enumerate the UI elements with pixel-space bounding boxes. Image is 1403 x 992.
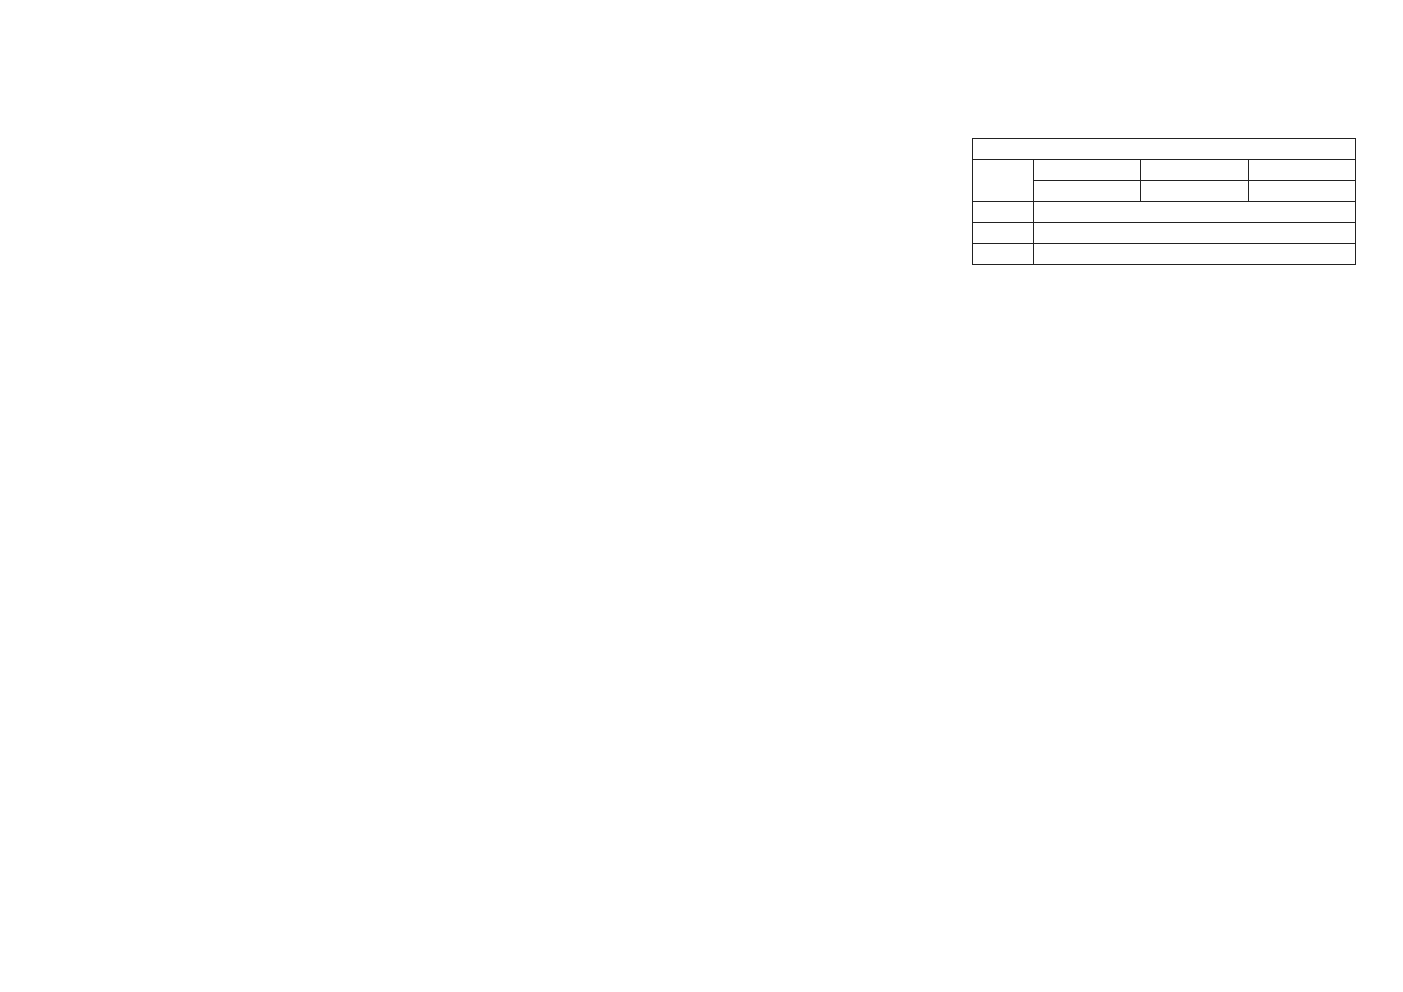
duty-table: [972, 138, 1356, 265]
duty-cell: [1034, 181, 1141, 202]
page-4-column: [972, 130, 1360, 281]
page-2-column: [38, 130, 436, 192]
duty-col: [1141, 160, 1248, 181]
duty-row-label: [973, 244, 1034, 265]
duty-cell: [1034, 223, 1356, 244]
duty-cell: [1034, 244, 1356, 265]
wednesday-header: [486, 300, 904, 318]
afternoon-header: [486, 142, 904, 160]
duty-title: [973, 139, 1356, 160]
service-leaders: [38, 162, 436, 184]
duty-col: [1034, 160, 1141, 181]
duty-row-label: [973, 223, 1034, 244]
duty-cell: [1248, 181, 1355, 202]
page-3-column: [486, 130, 904, 332]
service-times: [38, 140, 436, 162]
duty-col: [1248, 160, 1355, 181]
duty-row-label: [973, 202, 1034, 223]
duty-row-label: [973, 160, 1034, 202]
duty-cell: [1034, 202, 1356, 223]
duty-cell: [1141, 181, 1248, 202]
